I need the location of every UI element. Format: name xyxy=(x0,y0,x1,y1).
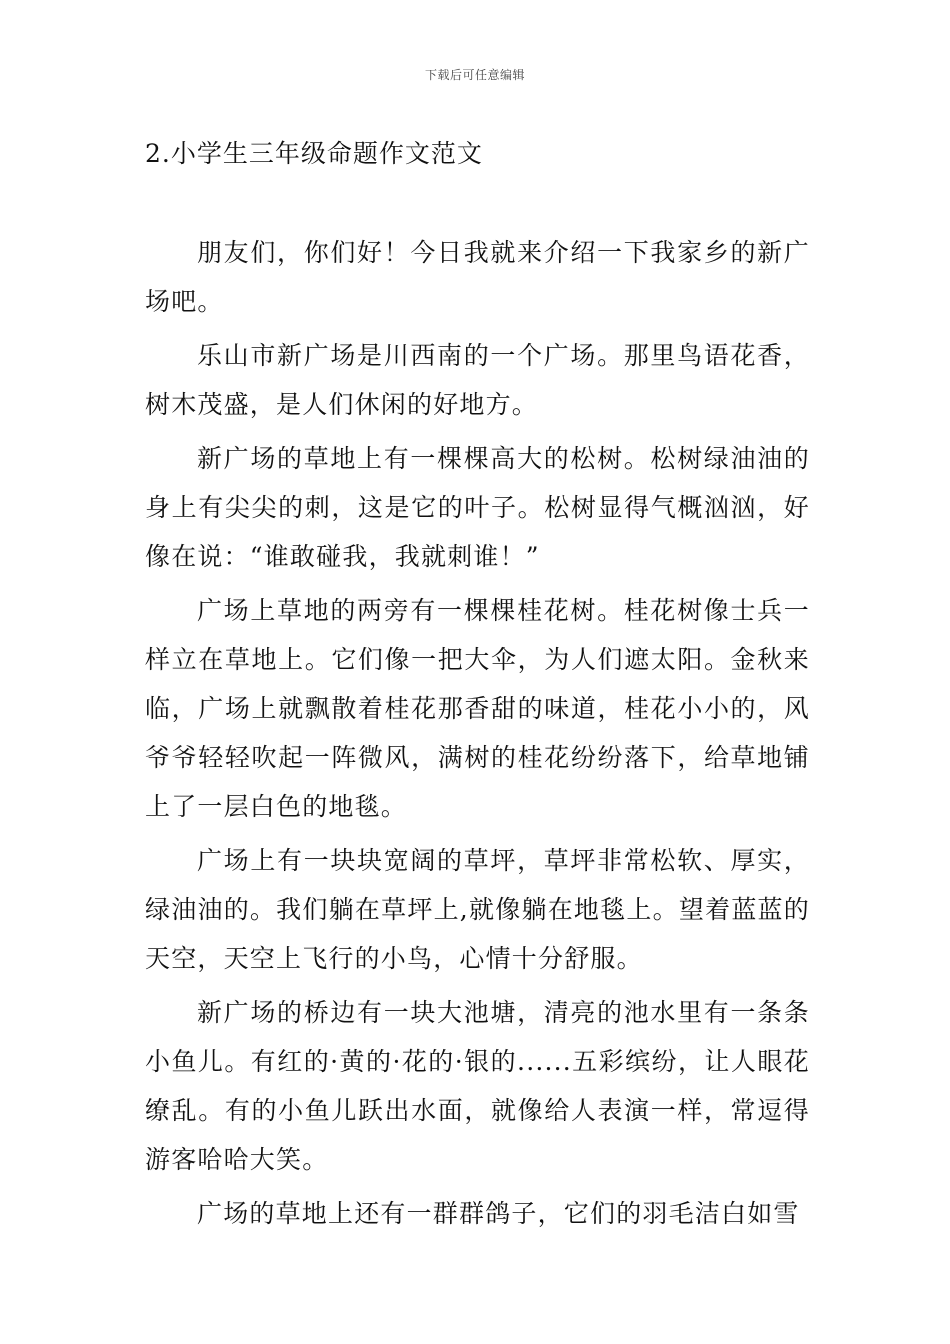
paragraph-1: 朋友们，你们好！今日我就来介绍一下我家乡的新广场吧。 xyxy=(145,238,810,316)
document-body xyxy=(145,228,810,1243)
paragraph-2: 乐山市新广场是川西南的一个广场。那里鸟语花香，树木茂盛，是人们休闲的好地方。 xyxy=(145,341,810,419)
paragraph-7: 广场的草地上还有一群群鸽子，它们的羽毛洁白如雪 xyxy=(197,1199,800,1228)
document-title: 2.小学生三年级命题作文范文 xyxy=(145,139,483,168)
paragraph-4: 广场上草地的两旁有一棵棵桂花树。桂花树像士兵一样立在草地上。它们像一把大伞，为人们遮太阳。金秋来临，广场上就飘散着桂花那香甜的味道，桂花小小的，风爷爷轻轻吹起一阵微风，满树的桂花纷纷落下，给草地铺上了一层白色的地毯。 xyxy=(145,596,810,821)
page-header-note: 下载后可任意编辑 xyxy=(424,68,525,82)
paragraph-6: 新广场的桥边有一块大池塘，清亮的池水里有一条条小鱼儿。有红的·黄的·花的·银的......五彩缤纷，让人眼花缭乱。有的小鱼儿跃出水面，就像给人表演一样，常逗得游客哈哈大笑。 xyxy=(145,998,810,1174)
paragraph-3: 新广场的草地上有一棵棵高大的松树。松树绿油油的身上有尖尖的刺，这是它的叶子。松树显得气概汹汹，好像在说：“谁敢碰我，我就刺谁！” xyxy=(145,444,810,571)
paragraph-5: 广场上有一块块宽阔的草坪，草坪非常松软、厚实，绿油油的。我们躺在草坪上,就像躺在地毯上。望着蓝蓝的天空，天空上飞行的小鸟，心情十分舒服。 xyxy=(145,846,810,973)
